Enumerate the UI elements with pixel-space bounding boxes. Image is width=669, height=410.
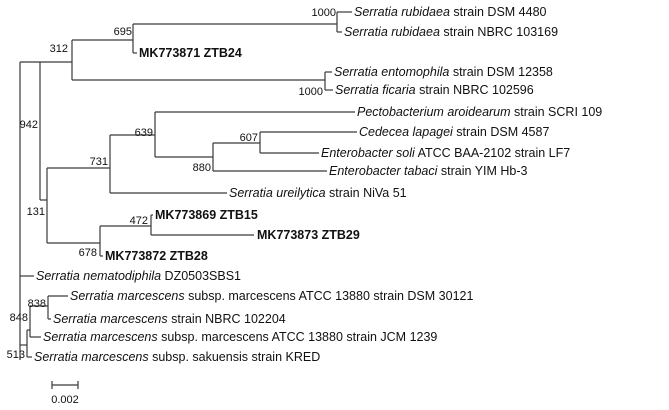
bootstrap-value: 1000: [298, 86, 323, 98]
bootstrap-value: 695: [113, 26, 132, 38]
taxon-labels: [34, 5, 602, 364]
taxon-label: Serratia marcescens subsp. sakuensis strain KRED: [34, 350, 321, 364]
bootstrap-value: 838: [27, 298, 46, 310]
taxon-label: Serratia ficaria strain NBRC 102596: [335, 83, 534, 97]
bootstrap-value: 312: [49, 43, 68, 55]
taxon-label: Serratia ureilytica strain NiVa 51: [229, 186, 407, 200]
taxon-label-highlighted: MK773873 ZTB29: [257, 228, 360, 242]
taxon-label-highlighted: MK773869 ZTB15: [155, 208, 258, 222]
bootstrap-value: 639: [134, 127, 153, 139]
taxon-label-highlighted: MK773871 ZTB24: [139, 46, 242, 60]
taxon-label: Serratia marcescens subsp. marcescens ATCC 13880 strain DSM 30121: [70, 289, 474, 303]
bootstrap-value: 607: [239, 132, 258, 144]
bootstrap-value: 942: [19, 119, 38, 131]
taxon-label: Serratia nematodiphila DZ0503SBS1: [36, 269, 241, 283]
scale-bar-line: [52, 381, 78, 389]
taxon-label: Cedecea lapagei strain DSM 4587: [359, 125, 550, 139]
taxon-label: Serratia entomophila strain DSM 12358: [334, 65, 553, 79]
bootstrap-value: 731: [89, 156, 108, 168]
bootstrap-value: 472: [129, 215, 148, 227]
bootstrap-value: 678: [78, 247, 97, 259]
taxon-label: Pectobacterium aroidearum strain SCRI 109: [357, 105, 603, 119]
bootstrap-values: [7, 7, 336, 361]
taxon-label: Serratia marcescens strain NBRC 102204: [53, 312, 286, 326]
taxon-label: Enterobacter tabaci strain YIM Hb-3: [329, 164, 528, 178]
bootstrap-value: 848: [9, 312, 28, 324]
taxon-label-highlighted: MK773872 ZTB28: [105, 249, 208, 263]
scale-bar-label: 0.002: [51, 394, 79, 406]
taxon-label: Serratia rubidaea strain DSM 4480: [354, 5, 547, 19]
taxon-label: Serratia rubidaea strain NBRC 103169: [344, 25, 559, 39]
bootstrap-value: 513: [6, 349, 25, 361]
taxon-label: Enterobacter soli ATCC BAA-2102 strain LF7: [321, 146, 571, 160]
bootstrap-value: 880: [192, 162, 211, 174]
scale-bar: [51, 381, 79, 406]
taxon-label: Serratia marcescens subsp. marcescens ATCC 13880 strain JCM 1239: [43, 330, 438, 344]
bootstrap-value: 1000: [311, 7, 336, 19]
bootstrap-value: 131: [26, 206, 45, 218]
